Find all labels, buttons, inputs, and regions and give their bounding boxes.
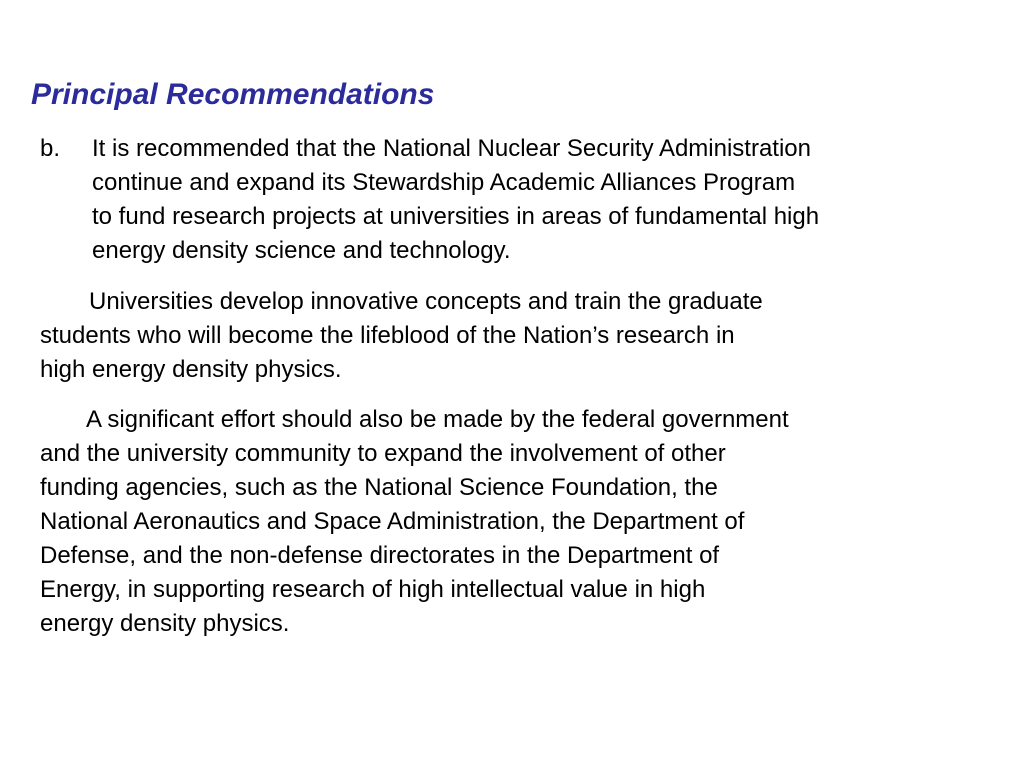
item-marker: b. (40, 135, 61, 162)
slide-title: Principal Recommendations (31, 78, 435, 111)
recommendation-item-b (40, 132, 1000, 268)
item-text: It is recommended that the National Nuclear Security Administration continue and expand its Stewardship Academic Alliances Program to fund research projects at universities in areas of fundamental high energy density science and technology. (92, 135, 820, 264)
slide-body (40, 132, 1000, 641)
paragraph-federal-effort: A significant effort should also be made by the federal government and the university community to expand the involvement of other funding agencies, such as the National Science Foundation, the National Aeronautics and Space Administration, the Department of Defense, and the non-defense directorates in the Department of Energy, in supporting research of high intellectual value in high energy density physics. (40, 406, 789, 637)
paragraph-universities: Universities develop innovative concepts and train the graduate students who will become the lifeblood of the Nation’s research in high energy density physics. (40, 288, 763, 383)
